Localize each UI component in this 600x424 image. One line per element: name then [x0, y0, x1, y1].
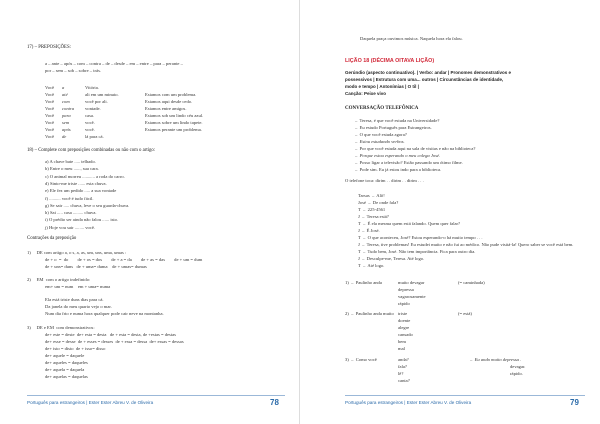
dialog-line: Tarsas – Alô! [358, 193, 385, 198]
exercise-word: alegre [398, 325, 410, 330]
voce-row-example: Estamos entre amigos. [145, 106, 187, 111]
exercise-3-note-3: rápido. [510, 371, 523, 376]
contraction-2-example-3: Num dia frio e numa hora qualquer pode cair neve na montanha. [45, 311, 164, 316]
exercise-word: vagarosamente [398, 294, 426, 299]
voce-row-subject: Você [45, 127, 55, 132]
exercise-item: a) A chave bate ..... telhado. [45, 159, 96, 164]
voce-row-subject: Você [45, 85, 55, 90]
contraction-3-row: de+ este = deste de+ esta = desta de + esta = desta, de +estas = destas [45, 332, 176, 337]
exercise-item: f) .......... você é tudo fácil. [45, 195, 94, 201]
section-17-title: 17) – PREPOSIÇÕES: [27, 45, 71, 50]
voce-row-subject: Você [45, 120, 55, 125]
right-page [300, 0, 600, 424]
dialog-line: J – É José. [358, 228, 380, 233]
voce-row-preposition: até [62, 92, 68, 97]
voce-row-subject: Você [45, 106, 55, 111]
contraction-3-title: 3) DE e EM com demonstrativos: [27, 325, 95, 330]
voce-row-subject: Você [45, 113, 55, 118]
voce-row-preposition: sem [62, 120, 70, 125]
footer-text: Português para estrangeiros | Ester Ester Abreu V. de Oliveira [345, 400, 472, 405]
exercise-word: bem [398, 339, 406, 344]
exercise-item: c) O animal morreu ........... a roda do carro. [45, 173, 125, 179]
dialog-line: T – Até logo. [358, 263, 385, 268]
conversation-title: CONVERSAÇÃO TELEFÔNICA [345, 106, 419, 111]
dialog-line: T – 225-4561 [358, 207, 386, 212]
contraction-2-line-1: em+ um = num em + uma= numa [45, 284, 111, 289]
contraction-3-row: de+ aquelas = daquelas [45, 374, 88, 379]
dialog-line: T – Tudo bem, José. Não tem importância. Fica para outro dia. [358, 249, 476, 254]
footer-divider [345, 395, 585, 396]
voce-row-complement: você. [85, 120, 95, 125]
contractions-title: Contrações da preposição [27, 236, 77, 241]
conversation-line: – Por que você estuda aqui na sala de visitas e não na biblioteca? [355, 146, 476, 151]
exercise-1-note: (= caminhada) [458, 280, 485, 285]
top-sentence: Daquela praça ouvimos música. Naquela hora ela falou. [360, 36, 463, 41]
dialog-line: J – Teresa, tive problemas! Eu estudei muito e não fui ao médico. Não pude visitá-la! Quero saber se você está bem. [358, 242, 574, 247]
footer-divider [27, 395, 285, 396]
dialog-line: J – Teresa está? [358, 214, 389, 219]
contraction-3-row: de+ aqueles = daqueles [45, 360, 88, 365]
phone-rings: O telefone toca: dirim . . dirim . . dirim . . . [345, 178, 424, 183]
page-number: 79 [570, 398, 579, 407]
voce-row-complement: Vitória. [85, 85, 99, 90]
voce-row-complement: casa. [85, 113, 95, 118]
exercise-word: rápido [398, 301, 410, 306]
exercise-word: canta? [398, 378, 410, 383]
preposition-list-2: por – sem – sob – sobre – trás. [45, 68, 102, 73]
lesson-topics-2: possessivos | Estrutura com uma... outros | Circunstâncias de identidade, [345, 77, 504, 82]
voce-row-subject: Você [45, 134, 55, 139]
contraction-1-line-2: de + uns= duns de + uma= duma de + umas= dumas [45, 264, 147, 269]
voce-row-complement: vontade. [85, 106, 101, 111]
exercise-3-note-2: devagar. [510, 364, 526, 369]
contraction-3-row: de+ aquele = daquele [45, 353, 85, 358]
exercise-item: d) Sinto-me triste ...... esta chuva. [45, 180, 107, 186]
exercise-word: fala? [398, 364, 407, 369]
conversation-line: – Estou estudando verbos. [355, 139, 405, 144]
voce-row-subject: Você [45, 99, 55, 104]
voce-row-example: Estamos com um problema. [145, 92, 197, 97]
voce-row-preposition: com [62, 99, 70, 104]
preposition-list-1: a – ante – após – com – contra – de – desde – em – entre – para – perante – [45, 61, 183, 66]
lesson-song-text: Canção: Peixe vivo [345, 91, 387, 96]
voce-row-preposition: a [62, 85, 65, 90]
voce-row-subject: Você [45, 92, 55, 97]
exercise-item: i) O prédio ser ainda não falou ...... isto. [45, 217, 119, 223]
exercise-item: e) Ele fez um pedido ..... a sua vontade [45, 188, 117, 194]
exercise-item: h) Sai ..... casa ......... chuva. [45, 210, 97, 216]
exercise-item: j) Hoje vou sair ........ você. [45, 224, 96, 230]
exercise-word: mal [398, 346, 405, 351]
voce-row-complement: você por ali. [85, 99, 108, 104]
lesson-topics-1: Gerúndio (aspecto continuativo). | Verbo: andar | Pronomes demonstrativos e [345, 70, 512, 75]
lesson-song [345, 91, 386, 97]
voce-row-complement: lá para cá. [85, 134, 104, 139]
dialog-line: J – Desculpe-me, Teresa. Até logo. [358, 256, 425, 261]
exercise-word: muito devagar [398, 280, 425, 285]
voce-row-complement: ali em um minuto. [85, 92, 119, 97]
conversation-line: – Porque estou esperando o meu colega José. [355, 153, 441, 158]
conversation-line: – Posso ligar a televisão? Estão passando um ótimo filme. [355, 160, 463, 165]
exercise-1-lead: 1) – Paulinho anda [345, 280, 382, 285]
voce-row-preposition: de [62, 134, 67, 139]
exercise-item: b) Entre o meu ......, sua cara. [45, 166, 99, 172]
contraction-2-title: 2) EM com o artigo indefinido: [27, 277, 91, 282]
dialog-line: T – É ela mesma quem está falando. Quem quer falar? [358, 221, 461, 226]
voce-row-complement: você. [85, 127, 95, 132]
contraction-3-row: de+ esse = desse de + esses = desses de + essa = dessa de+ essas = dessas [45, 339, 184, 344]
conversation-line: – Pode sim. Eu já estou indo para a biblioteca. [355, 167, 442, 172]
voce-row-preposition: para [62, 113, 71, 118]
exercise-word: cansado [398, 332, 413, 337]
conversation-line: – O que você estuda agora? [355, 132, 407, 137]
contraction-1-line-1: de + o = do de + os = dos de + a = da de + as = das de + um = dum [45, 257, 203, 262]
voce-row-example: Estamos aqui desde cedo. [145, 99, 193, 104]
dialog-line: José – De onde fala? [358, 200, 399, 205]
conversation-line: – Eu estudo Português para Estrangeiros. [355, 125, 432, 130]
voce-row-example: Estamos perante um problema. [145, 127, 202, 132]
dialog-line: T – O que aconteceu, José? Estou esperando-o há muito tempo . . . [358, 235, 483, 240]
exercise-word: anda? [398, 357, 409, 362]
voce-row-example: Estamos sob um lindo céu azul. [145, 113, 204, 118]
page-number: 78 [270, 398, 279, 407]
exercise-word: lê? [398, 371, 404, 376]
exercise-2-note: (= está) [458, 311, 472, 316]
lesson-title: LIÇÃO 18 (DÉCIMA OITAVA LIÇÃO) [345, 58, 435, 64]
voce-row-preposition: contra [62, 106, 74, 111]
contraction-3-row: de+ aquela = daquela [45, 367, 85, 372]
voce-row-preposition: após [62, 127, 71, 132]
section-18-title: 18) – Complete com preposições combinadas ou não com o artigo: [27, 148, 156, 153]
exercise-item: g) Se sair ..... chuva, leve o seu guarda-chuva. [45, 202, 130, 208]
footer-text: Português para estrangeiros | Ester Ester Abreu V. de Oliveira [27, 400, 154, 405]
exercise-word: depressa [398, 287, 414, 292]
contraction-2-example-2: Da janela do meu quarto vejo o mar. [45, 304, 112, 309]
exercise-2-lead: 2) – Paulinho anda muito [345, 311, 394, 316]
contraction-2-example-1: Ela está triste duns dias para cá. [45, 297, 104, 302]
exercise-word: triste [398, 311, 408, 316]
contraction-1-title: 1) DE com artigo a, o s, a, as, um, uns, uma, umas : [27, 250, 127, 255]
conversation-line: – Teresa, é que você estuda na Universidade? [355, 118, 440, 123]
exercise-3-note-1: – Eu ando muito depressa . [470, 357, 522, 362]
exercise-word: doente [398, 318, 411, 323]
exercise-3-lead: 3) – Como você [345, 357, 377, 362]
contraction-3-row: de+ isto = disto de + isso= disso [45, 346, 106, 351]
lesson-topics-3: modo e tempo | Antonímias | O til | [345, 84, 419, 89]
voce-row-example: Estamos sobre um lindo tapete. [145, 120, 203, 125]
